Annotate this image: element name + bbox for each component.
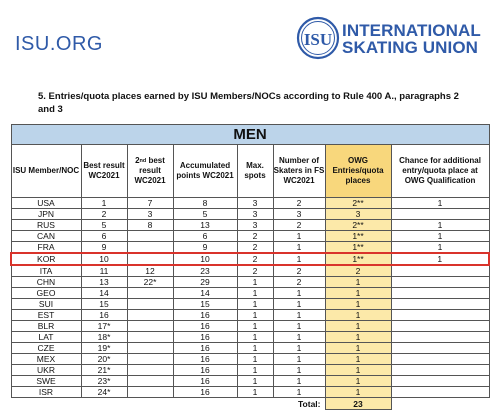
- table-cell: 16: [173, 343, 237, 354]
- table-row: [11, 321, 489, 332]
- table-row: [11, 354, 489, 365]
- table-cell: 12: [127, 265, 173, 277]
- table-cell: 3: [273, 209, 325, 220]
- total-label: Total:: [297, 398, 321, 409]
- table-cell: [127, 253, 173, 265]
- table-row: [11, 253, 489, 265]
- table-cell: 1: [391, 231, 489, 242]
- table-cell: 1: [391, 220, 489, 231]
- table-cell: 8: [173, 198, 237, 209]
- table-cell: 2: [273, 277, 325, 288]
- table-cell: 2**: [325, 198, 391, 209]
- total-row: [11, 398, 489, 410]
- table-cell: KOR: [11, 253, 81, 265]
- table-cell: 6: [173, 231, 237, 242]
- table-cell: 1: [325, 288, 391, 299]
- table-cell: 2: [325, 265, 391, 277]
- table-cell: LAT: [11, 332, 81, 343]
- table-cell: 13: [173, 220, 237, 231]
- section-title: 5. Entries/quota places earned by ISU Members/NOCs according to Rule 400 A., paragraphs 2 and 3: [38, 91, 459, 115]
- table-cell: FRA: [11, 242, 81, 254]
- isu-emblem-icon: [296, 16, 340, 60]
- table-cell: 15: [173, 299, 237, 310]
- table-cell: [391, 332, 489, 343]
- table-cell: BLR: [11, 321, 81, 332]
- table-cell: 2**: [325, 220, 391, 231]
- table-cell: 1: [391, 198, 489, 209]
- table-row: [11, 376, 489, 387]
- table-cell: 3: [237, 209, 273, 220]
- table-cell: 21*: [81, 365, 127, 376]
- table-cell: 1: [237, 310, 273, 321]
- table-cell: [391, 310, 489, 321]
- table-cell: 3: [237, 220, 273, 231]
- table-cell: [127, 310, 173, 321]
- table-cell: [127, 242, 173, 254]
- table-row: [11, 387, 489, 398]
- table-row: [11, 299, 489, 310]
- table-cell: 16: [173, 310, 237, 321]
- table-cell: [127, 299, 173, 310]
- table-cell: MEX: [11, 354, 81, 365]
- table-cell: 11: [81, 265, 127, 277]
- table-cell: [127, 376, 173, 387]
- table-cell: [127, 321, 173, 332]
- table-cell: [391, 299, 489, 310]
- table-cell: 16: [173, 365, 237, 376]
- table-cell: 10: [81, 253, 127, 265]
- table-cell: [127, 365, 173, 376]
- table-cell: 1: [273, 376, 325, 387]
- table-cell: 1: [237, 343, 273, 354]
- empty-cell: [81, 398, 127, 410]
- table-cell: 7: [127, 198, 173, 209]
- column-header: Best result WC2021: [81, 145, 127, 198]
- table-cell: 23*: [81, 376, 127, 387]
- table-title: MEN: [11, 125, 489, 145]
- column-header: Accumulated points WC2021: [173, 145, 237, 198]
- table-cell: CZE: [11, 343, 81, 354]
- table-cell: 3: [325, 209, 391, 220]
- table-cell: SUI: [11, 299, 81, 310]
- empty-cell: [11, 398, 81, 410]
- table-cell: 20*: [81, 354, 127, 365]
- table-cell: 23: [173, 265, 237, 277]
- quota-table-wrapper: [10, 124, 488, 410]
- table-cell: 1: [325, 343, 391, 354]
- table-cell: 1: [273, 365, 325, 376]
- table-cell: 1: [237, 354, 273, 365]
- table-cell: [127, 387, 173, 398]
- table-cell: 18*: [81, 332, 127, 343]
- table-cell: 1: [325, 310, 391, 321]
- table-row: [11, 310, 489, 321]
- table-cell: 9: [173, 242, 237, 254]
- table-cell: 1: [237, 365, 273, 376]
- table-cell: 1: [81, 198, 127, 209]
- table-cell: RUS: [11, 220, 81, 231]
- column-header: 2nd best result WC2021: [127, 145, 173, 198]
- table-cell: 2: [237, 242, 273, 254]
- table-cell: 5: [81, 220, 127, 231]
- table-cell: ITA: [11, 265, 81, 277]
- table-cell: 16: [81, 310, 127, 321]
- table-cell: [127, 354, 173, 365]
- table-cell: [391, 277, 489, 288]
- table-cell: 1: [237, 288, 273, 299]
- table-cell: 1: [325, 376, 391, 387]
- logo-text-international: INTERNATIONAL: [342, 21, 481, 40]
- column-header: Chance for additional entry/quota place at OWG Qualification: [391, 145, 489, 198]
- table-cell: [127, 343, 173, 354]
- table-cell: CHN: [11, 277, 81, 288]
- table-cell: ISR: [11, 387, 81, 398]
- column-header: ISU Member/NOC: [11, 145, 81, 198]
- table-cell: [391, 343, 489, 354]
- empty-cell: [237, 398, 273, 410]
- table-cell: 1**: [325, 253, 391, 265]
- table-cell: 16: [173, 376, 237, 387]
- table-cell: [127, 231, 173, 242]
- column-header: Max. spots: [237, 145, 273, 198]
- table-row: [11, 265, 489, 277]
- table-cell: [391, 365, 489, 376]
- table-cell: 1: [273, 354, 325, 365]
- table-cell: CAN: [11, 231, 81, 242]
- table-row: [11, 242, 489, 254]
- table-cell: 3: [127, 209, 173, 220]
- table-cell: EST: [11, 310, 81, 321]
- table-cell: 9: [81, 242, 127, 254]
- table-cell: 2: [273, 198, 325, 209]
- table-row: [11, 231, 489, 242]
- table-cell: UKR: [11, 365, 81, 376]
- table-cell: 14: [81, 288, 127, 299]
- table-cell: 1: [325, 299, 391, 310]
- table-cell: 16: [173, 321, 237, 332]
- table-cell: [391, 376, 489, 387]
- table-cell: [127, 332, 173, 343]
- table-cell: USA: [11, 198, 81, 209]
- table-cell: 15: [81, 299, 127, 310]
- table-row: [11, 288, 489, 299]
- table-cell: 1**: [325, 231, 391, 242]
- table-cell: [391, 387, 489, 398]
- table-cell: 2: [273, 220, 325, 231]
- logo-text-skating-union: SKATING UNION: [342, 38, 479, 57]
- table-cell: GEO: [11, 288, 81, 299]
- table-cell: 2: [273, 265, 325, 277]
- table-cell: 2: [237, 231, 273, 242]
- table-cell: 22*: [127, 277, 173, 288]
- table-cell: 1: [391, 253, 489, 265]
- table-cell: 10: [173, 253, 237, 265]
- table-cell: 1: [237, 387, 273, 398]
- table-cell: 1: [237, 299, 273, 310]
- table-cell: 17*: [81, 321, 127, 332]
- table-cell: 14: [173, 288, 237, 299]
- table-cell: 2: [237, 265, 273, 277]
- table-cell: 1: [273, 332, 325, 343]
- empty-cell: [127, 398, 173, 410]
- table-cell: [391, 209, 489, 220]
- table-cell: 1: [325, 387, 391, 398]
- table-cell: SWE: [11, 376, 81, 387]
- site-name: ISU.ORG: [15, 33, 103, 55]
- table-cell: 2: [237, 253, 273, 265]
- table-cell: 1: [237, 332, 273, 343]
- table-cell: 1: [273, 343, 325, 354]
- table-cell: 1: [391, 242, 489, 254]
- table-cell: 1: [273, 242, 325, 254]
- table-row: [11, 277, 489, 288]
- table-cell: 1: [237, 376, 273, 387]
- table-row: [11, 343, 489, 354]
- empty-cell: [391, 398, 489, 410]
- table-cell: 1: [273, 288, 325, 299]
- table-cell: 1: [273, 387, 325, 398]
- table-row: [11, 198, 489, 209]
- table-cell: 1: [325, 332, 391, 343]
- svg-text:ISU: ISU: [303, 30, 333, 49]
- table-cell: [391, 288, 489, 299]
- table-cell: 1: [273, 299, 325, 310]
- page-header: [0, 0, 504, 80]
- table-row: [11, 332, 489, 343]
- table-row: [11, 365, 489, 376]
- table-cell: 8: [127, 220, 173, 231]
- table-cell: 1: [325, 277, 391, 288]
- table-cell: [391, 321, 489, 332]
- table-cell: 1: [273, 253, 325, 265]
- table-cell: 5: [173, 209, 237, 220]
- table-cell: 1: [273, 321, 325, 332]
- isu-logo: [296, 16, 496, 62]
- table-cell: 16: [173, 354, 237, 365]
- table-cell: 1: [325, 354, 391, 365]
- quota-table: [10, 124, 490, 410]
- table-cell: JPN: [11, 209, 81, 220]
- table-cell: 6: [81, 231, 127, 242]
- table-cell: 1: [273, 310, 325, 321]
- table-row: [11, 209, 489, 220]
- table-cell: 2: [81, 209, 127, 220]
- table-cell: 1: [325, 321, 391, 332]
- table-cell: 1: [237, 277, 273, 288]
- table-cell: 24*: [81, 387, 127, 398]
- table-cell: [391, 354, 489, 365]
- column-header: Number of Skaters in FS WC2021: [273, 145, 325, 198]
- table-cell: [127, 288, 173, 299]
- table-cell: 16: [173, 332, 237, 343]
- table-cell: 13: [81, 277, 127, 288]
- table-cell: 1**: [325, 242, 391, 254]
- table-cell: [391, 265, 489, 277]
- table-cell: 16: [173, 387, 237, 398]
- table-cell: 3: [237, 198, 273, 209]
- table-cell: 1: [273, 231, 325, 242]
- empty-cell: [173, 398, 237, 410]
- table-cell: 1: [325, 365, 391, 376]
- table-cell: 29: [173, 277, 237, 288]
- total-value: 23: [325, 398, 391, 410]
- table-row: [11, 220, 489, 231]
- table-cell: 1: [237, 321, 273, 332]
- table-cell: 19*: [81, 343, 127, 354]
- column-header: OWG Entries/quota places: [325, 145, 391, 198]
